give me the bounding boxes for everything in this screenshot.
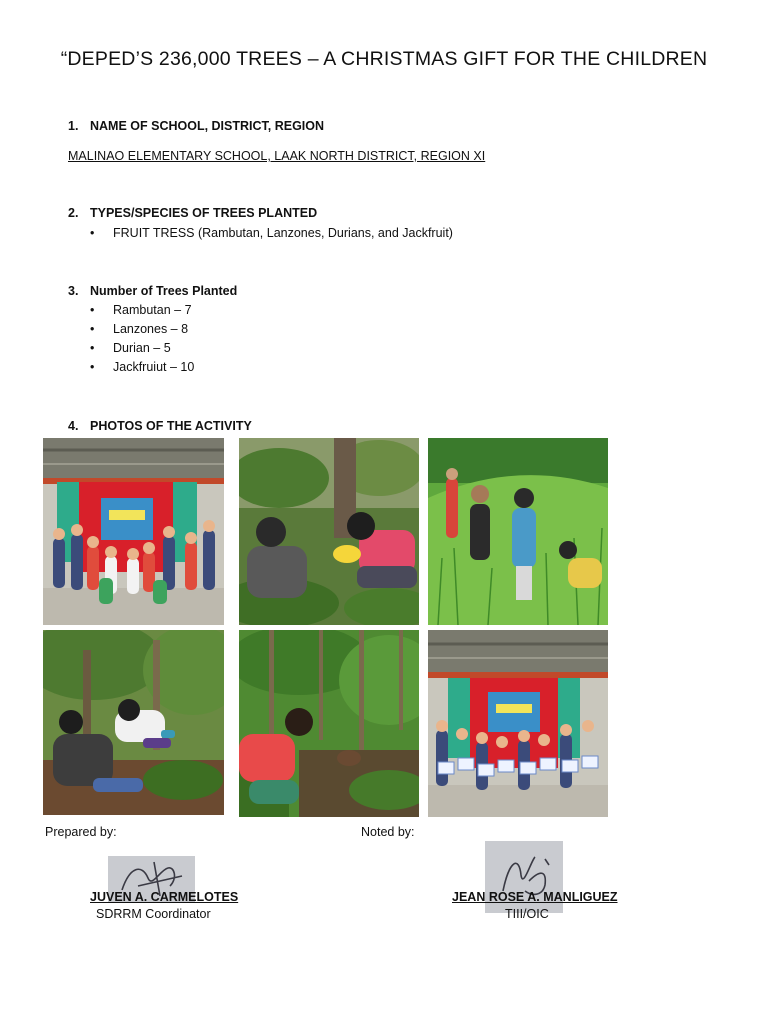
- section-1-heading: NAME OF SCHOOL, DISTRICT, REGION: [90, 119, 325, 133]
- tree-count-item: • Jackfruiut – 10: [90, 360, 195, 374]
- section-4-heading: PHOTOS OF THE ACTIVITY: [90, 419, 252, 433]
- prepared-by-label: Prepared by:: [45, 825, 117, 839]
- section-2-number: 2.: [68, 206, 79, 220]
- preparer-name: JUVEN A. CARMELOTES: [90, 890, 239, 904]
- section-4-number: 4.: [68, 419, 79, 433]
- noter-name: JEAN ROSE A. MANLIGUEZ: [452, 890, 618, 904]
- species-bullet: • FRUIT TRESS (Rambutan, Lanzones, Durians, and Jackfruit): [90, 226, 453, 240]
- tree-count-item: • Rambutan – 7: [90, 303, 192, 317]
- noter-role: TIII/OIC: [505, 907, 549, 921]
- activity-photo-group-banner: [43, 438, 224, 625]
- preparer-role: SDRRM Coordinator: [96, 907, 211, 921]
- activity-photo-group-certificates: [428, 630, 608, 817]
- school-district-region: MALINAO ELEMENTARY SCHOOL, LAAK NORTH DISTRICT, REGION XI: [68, 149, 486, 163]
- section-3-number: 3.: [68, 284, 79, 298]
- bullet-icon: •: [90, 360, 95, 374]
- activity-photo-girls-planting: [43, 630, 224, 815]
- document-title: “DEPED’S 236,000 TREES – A CHRISTMAS GIFT FOR THE CHILDREN: [60, 48, 708, 70]
- tree-count-item: • Lanzones – 8: [90, 322, 189, 336]
- activity-photo-planting: [239, 438, 419, 625]
- section-2-heading: TYPES/SPECIES OF TREES PLANTED: [90, 206, 318, 220]
- section-3-heading: Number of Trees Planted: [90, 284, 238, 298]
- activity-photo-grassy-slope: [428, 438, 608, 625]
- section-1-number: 1.: [68, 119, 79, 133]
- bullet-icon: •: [90, 322, 95, 336]
- bullet-icon: •: [90, 226, 95, 240]
- activity-photo-boy-planting: [239, 630, 419, 817]
- bullet-icon: •: [90, 341, 95, 355]
- bullet-icon: •: [90, 303, 95, 317]
- tree-count-item: • Durian – 5: [90, 341, 171, 355]
- noted-by-label: Noted by:: [361, 825, 415, 839]
